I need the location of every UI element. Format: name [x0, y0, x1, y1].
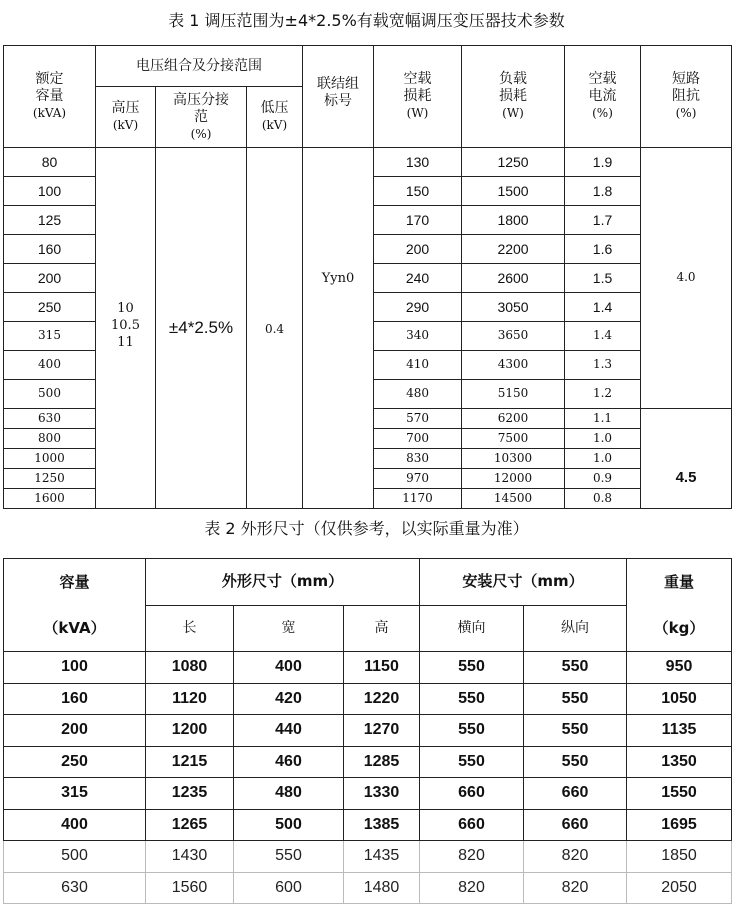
cell-hv-tap-value: ±4*2.5%	[156, 148, 247, 509]
cell-no-load-loss: 340	[374, 322, 462, 351]
cell-height: 1220	[344, 683, 420, 715]
cell-vertical: 550	[524, 652, 627, 684]
cell-capacity: 315	[4, 778, 146, 810]
cell-lv-value: 0.4	[247, 148, 303, 509]
cell-weight: 1050	[627, 683, 732, 715]
header-length: 长	[146, 605, 234, 652]
cell-capacity: 160	[4, 683, 146, 715]
cell-no-load-loss: 150	[374, 177, 462, 206]
cell-width: 440	[234, 715, 344, 747]
cell-length: 1560	[146, 872, 234, 904]
header-rated-capacity: 额定 容量 (kVA)	[4, 46, 96, 148]
cell-weight: 1350	[627, 746, 732, 778]
cell-height: 1435	[344, 841, 420, 873]
header-no-load-loss: 空载 损耗 (W)	[374, 46, 462, 148]
cell-no-load-current: 1.8	[565, 177, 641, 206]
cell-horizontal: 820	[420, 841, 524, 873]
cell-impedance-1: 4.0	[641, 148, 732, 409]
cell-connection-value: Yyn0	[303, 148, 374, 509]
cell-capacity: 1000	[4, 449, 96, 469]
header-vertical: 纵向	[524, 605, 627, 652]
cell-load-loss: 14500	[462, 489, 565, 509]
cell-height: 1270	[344, 715, 420, 747]
cell-capacity: 500	[4, 841, 146, 873]
cell-weight: 2050	[627, 872, 732, 904]
cell-capacity: 1250	[4, 469, 96, 489]
cell-height: 1385	[344, 809, 420, 841]
cell-no-load-loss: 170	[374, 206, 462, 235]
header-outline-dimensions: 外形尺寸（mm）	[146, 559, 420, 606]
cell-length: 1120	[146, 683, 234, 715]
cell-weight: 1550	[627, 778, 732, 810]
cell-no-load-loss: 970	[374, 469, 462, 489]
outline-dimensions-table	[3, 558, 732, 904]
cell-height: 1150	[344, 652, 420, 684]
table-row	[4, 148, 732, 177]
cell-no-load-current: 0.8	[565, 489, 641, 509]
header-lv: 低压 (kV)	[247, 87, 303, 148]
hv-value: 11	[117, 335, 134, 350]
cell-load-loss: 4300	[462, 351, 565, 380]
table-row	[4, 652, 732, 684]
cell-load-loss: 3650	[462, 322, 565, 351]
cell-capacity: 630	[4, 872, 146, 904]
cell-length: 1200	[146, 715, 234, 747]
header-connection: 联结组 标号	[303, 46, 374, 148]
header-load-loss: 负载 损耗 (W)	[462, 46, 565, 148]
cell-length: 1265	[146, 809, 234, 841]
cell-capacity: 125	[4, 206, 96, 235]
cell-capacity: 1600	[4, 489, 96, 509]
cell-capacity: 200	[4, 715, 146, 747]
cell-no-load-current: 1.1	[565, 409, 641, 429]
cell-capacity: 800	[4, 429, 96, 449]
cell-no-load-current: 1.0	[565, 429, 641, 449]
cell-vertical: 820	[524, 841, 627, 873]
cell-load-loss: 1800	[462, 206, 565, 235]
cell-load-loss: 5150	[462, 380, 565, 409]
cell-no-load-current: 1.3	[565, 351, 641, 380]
cell-no-load-current: 1.5	[565, 264, 641, 293]
hv-value: 10	[117, 301, 134, 316]
cell-no-load-loss: 830	[374, 449, 462, 469]
header-short-circuit-impedance: 短路 阻抗 (%)	[641, 46, 732, 148]
cell-capacity: 500	[4, 380, 96, 409]
cell-no-load-loss: 480	[374, 380, 462, 409]
cell-capacity: 400	[4, 809, 146, 841]
cell-load-loss: 7500	[462, 429, 565, 449]
cell-no-load-current: 1.4	[565, 322, 641, 351]
cell-load-loss: 12000	[462, 469, 565, 489]
cell-load-loss: 1250	[462, 148, 565, 177]
table-row	[4, 809, 732, 841]
cell-no-load-loss: 700	[374, 429, 462, 449]
cell-no-load-current: 1.2	[565, 380, 641, 409]
technical-parameters-table	[3, 45, 732, 509]
cell-vertical: 660	[524, 778, 627, 810]
cell-height: 1285	[344, 746, 420, 778]
table-row	[4, 778, 732, 810]
cell-capacity: 100	[4, 652, 146, 684]
cell-horizontal: 820	[420, 872, 524, 904]
cell-load-loss: 2200	[462, 235, 565, 264]
cell-vertical: 820	[524, 872, 627, 904]
header-height: 高	[344, 605, 420, 652]
cell-horizontal: 660	[420, 809, 524, 841]
cell-length: 1080	[146, 652, 234, 684]
table-row	[4, 841, 732, 873]
cell-load-loss: 2600	[462, 264, 565, 293]
cell-capacity: 250	[4, 746, 146, 778]
cell-hv-values	[96, 148, 156, 509]
cell-capacity: 400	[4, 351, 96, 380]
cell-width: 600	[234, 872, 344, 904]
cell-load-loss: 1500	[462, 177, 565, 206]
cell-weight: 1850	[627, 841, 732, 873]
table-row	[4, 715, 732, 747]
table-row	[4, 683, 732, 715]
cell-horizontal: 550	[420, 746, 524, 778]
cell-load-loss: 6200	[462, 409, 565, 429]
cell-no-load-current: 1.0	[565, 449, 641, 469]
cell-vertical: 550	[524, 683, 627, 715]
cell-no-load-loss: 410	[374, 351, 462, 380]
cell-capacity: 250	[4, 293, 96, 322]
header-width: 宽	[234, 605, 344, 652]
cell-no-load-current: 0.9	[565, 469, 641, 489]
cell-capacity: 80	[4, 148, 96, 177]
cell-width: 420	[234, 683, 344, 715]
cell-load-loss: 3050	[462, 293, 565, 322]
cell-width: 400	[234, 652, 344, 684]
cell-no-load-loss: 240	[374, 264, 462, 293]
cell-weight: 1135	[627, 715, 732, 747]
cell-no-load-loss: 1170	[374, 489, 462, 509]
header-horizontal: 横向	[420, 605, 524, 652]
cell-no-load-current: 1.6	[565, 235, 641, 264]
header-install-dimensions: 安装尺寸（mm）	[420, 559, 627, 606]
cell-no-load-current: 1.9	[565, 148, 641, 177]
cell-impedance-2: 4.5	[641, 409, 732, 509]
cell-length: 1235	[146, 778, 234, 810]
cell-width: 460	[234, 746, 344, 778]
cell-height: 1480	[344, 872, 420, 904]
cell-no-load-current: 1.7	[565, 206, 641, 235]
cell-capacity: 315	[4, 322, 96, 351]
cell-length: 1215	[146, 746, 234, 778]
hv-value: 10.5	[111, 318, 140, 333]
cell-vertical: 550	[524, 746, 627, 778]
cell-length: 1430	[146, 841, 234, 873]
cell-horizontal: 550	[420, 652, 524, 684]
cell-no-load-loss: 290	[374, 293, 462, 322]
header-capacity: 容量 （kVA）	[4, 559, 146, 652]
cell-horizontal: 660	[420, 778, 524, 810]
cell-width: 500	[234, 809, 344, 841]
cell-no-load-loss: 570	[374, 409, 462, 429]
cell-width: 550	[234, 841, 344, 873]
cell-capacity: 100	[4, 177, 96, 206]
header-no-load-current: 空载 电流 (%)	[565, 46, 641, 148]
cell-horizontal: 550	[420, 683, 524, 715]
header-hv-tap: 高压分接 范 (%)	[156, 87, 247, 148]
cell-no-load-loss: 200	[374, 235, 462, 264]
table-row	[4, 746, 732, 778]
cell-no-load-current: 1.4	[565, 293, 641, 322]
header-hv: 高压 (kV)	[96, 87, 156, 148]
header-voltage-group: 电压组合及分接范围	[96, 46, 303, 87]
cell-width: 480	[234, 778, 344, 810]
cell-height: 1330	[344, 778, 420, 810]
cell-weight: 950	[627, 652, 732, 684]
table-row	[4, 872, 732, 904]
cell-weight: 1695	[627, 809, 732, 841]
cell-capacity: 200	[4, 264, 96, 293]
header-weight: 重量 （kg）	[627, 559, 732, 652]
cell-no-load-loss: 130	[374, 148, 462, 177]
cell-horizontal: 550	[420, 715, 524, 747]
cell-load-loss: 10300	[462, 449, 565, 469]
cell-vertical: 550	[524, 715, 627, 747]
table2-caption: 表 2 外形尺寸（仅供参考，以实际重量为准）	[204, 519, 529, 538]
cell-capacity: 630	[4, 409, 96, 429]
table1-caption: 表 1 调压范围为±4*2.5%有载宽幅调压变压器技术参数	[168, 11, 565, 30]
cell-capacity: 160	[4, 235, 96, 264]
cell-vertical: 660	[524, 809, 627, 841]
